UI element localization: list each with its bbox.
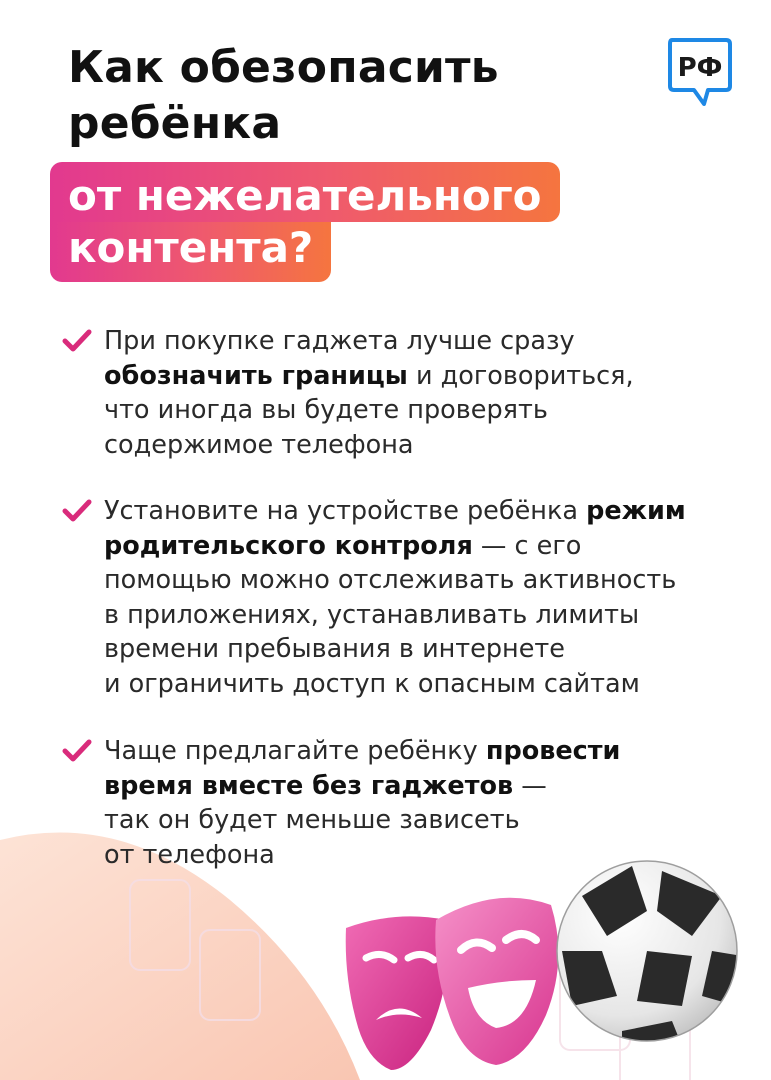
highlight-line-2: контента?: [50, 222, 331, 282]
checkmark-icon: [62, 328, 92, 354]
item-text: Чаще предлагайте ребёнку: [104, 736, 486, 766]
logo-text: РФ: [677, 53, 723, 83]
item-text: —: [513, 770, 547, 801]
page-title: [68, 40, 588, 152]
item-bold-text: провести: [485, 736, 621, 766]
item-text: — с его: [472, 530, 582, 561]
highlight-subtitle: [50, 162, 560, 282]
list-item: [104, 734, 744, 872]
item-text: содержимое телефона: [104, 429, 414, 460]
chat-bubble-logo-icon: [664, 34, 736, 110]
list-item: [104, 494, 744, 701]
item-bold-text: родительского контроля: [104, 530, 473, 561]
item-bold-text: режим: [586, 496, 686, 526]
item-text: и ограничить доступ к опасным сайтам: [104, 668, 640, 699]
item-bold-text: время вместе без гаджетов: [104, 770, 514, 801]
checkmark-icon: [62, 738, 92, 764]
soccer-ball-icon: [552, 856, 742, 1046]
item-bold-text: обозначить границы: [104, 360, 408, 391]
item-text: в приложениях, устанавливать лимиты: [104, 599, 640, 630]
list-item: [104, 324, 744, 462]
item-text: от телефона: [104, 839, 275, 870]
theatre-masks-icon: [336, 880, 586, 1080]
item-text: и договориться,: [407, 360, 634, 391]
checkmark-icon: [62, 498, 92, 524]
highlight-line-1: от нежелательного: [50, 162, 560, 222]
item-text: Установите на устройстве ребёнка: [104, 496, 587, 526]
item-text: При покупке гаджета лучше сразу: [104, 326, 575, 356]
rf-logo: [664, 34, 736, 114]
item-text: помощью можно отслеживать активность: [104, 565, 677, 595]
title-line-2: ребёнка: [68, 98, 282, 149]
item-text: так он будет меньше зависеть: [104, 805, 520, 835]
title-line-1: Как обезопасить: [68, 42, 499, 93]
item-text: времени пребывания в интернете: [104, 634, 565, 664]
item-text: что иногда вы будете проверять: [104, 395, 548, 425]
